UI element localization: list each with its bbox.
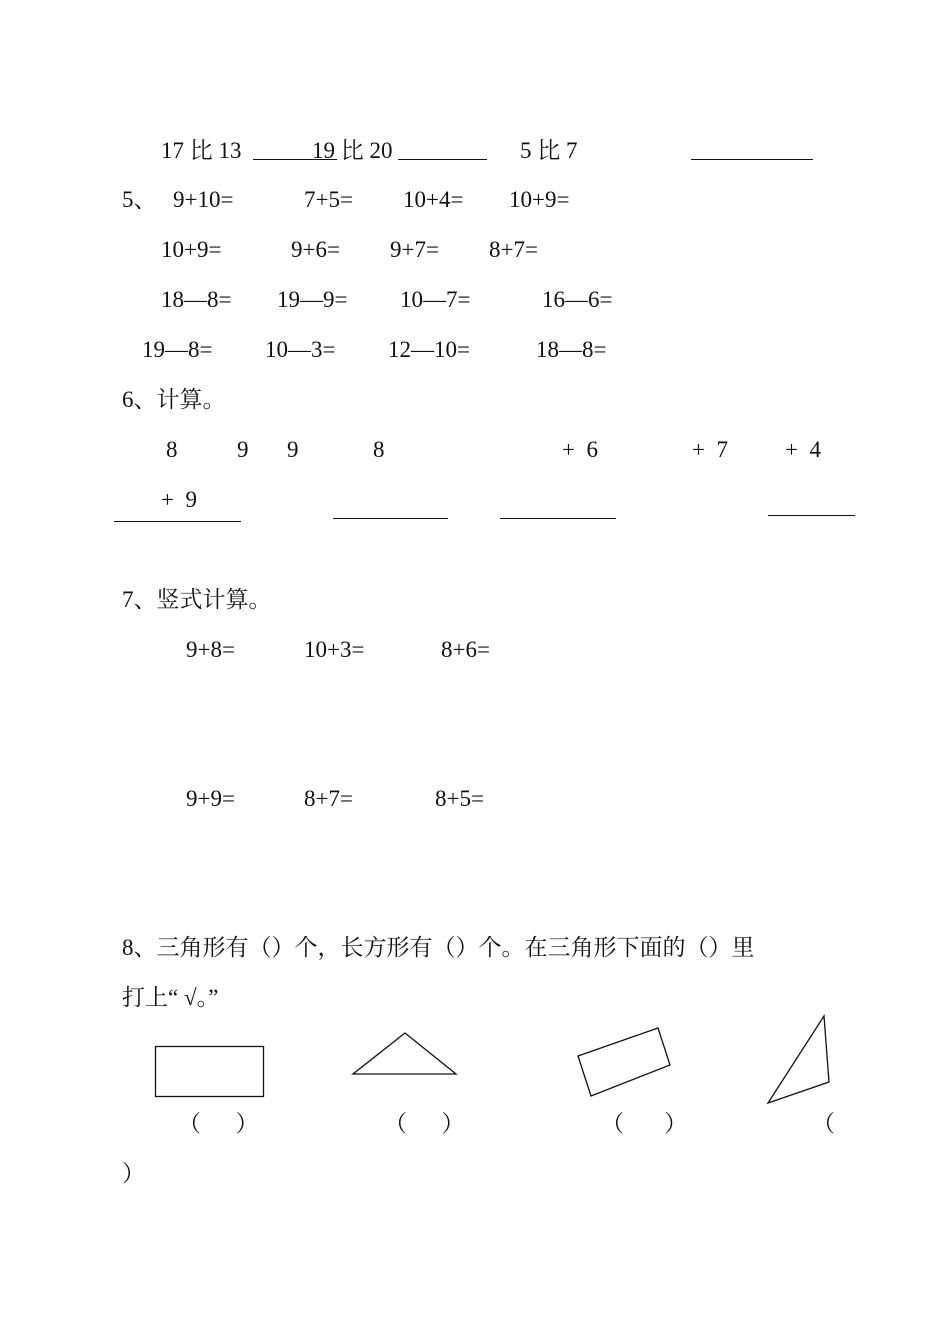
triangle-shape [345,1025,465,1081]
q5-problem: 12—10= [388,337,470,362]
triangle-shape [760,1008,838,1110]
q5-problem: 10—7= [400,287,471,312]
compare-item-3: 5 比 7 [520,138,578,163]
answer-bracket[interactable]: （ ） [601,1111,688,1136]
q6-addend: + 6 [562,437,598,462]
q6-title: 6、计算。 [122,387,226,412]
compare-item-1: 17 比 13 [161,138,242,163]
q7-problem: 9+8= [186,637,235,662]
q5-problem: 10+4= [403,187,464,212]
q6-top-number: 9 [237,437,249,462]
q5-problem: 19—8= [142,337,213,362]
answer-line[interactable] [333,518,448,519]
q6-addend: + 7 [692,437,728,462]
q5-problem: 10+9= [161,237,222,262]
q7-title: 7、竖式计算。 [122,587,272,612]
q5-problem: 9+6= [291,237,340,262]
q5-problem: 18—8= [536,337,607,362]
rectangle-shape [150,1040,270,1102]
q5-problem: 16—6= [542,287,613,312]
q7-problem: 8+7= [304,786,353,811]
q5-problem: 7+5= [304,187,353,212]
q6-addend: + 4 [785,437,821,462]
answer-bracket-close: ） [122,1161,145,1186]
answer-blank[interactable] [398,159,487,160]
q6-top-number: 8 [373,437,385,462]
q5-problem: 10+9= [509,187,570,212]
answer-bracket[interactable]: （ ） [384,1111,465,1136]
q6-top-number: 8 [166,437,178,462]
q7-problem: 8+6= [441,637,490,662]
q7-problem: 9+9= [186,786,235,811]
answer-bracket[interactable]: （ ） [178,1111,259,1136]
tilted-rectangle-shape [570,1020,680,1104]
compare-item-2: 19 比 20 [312,138,393,163]
answer-line[interactable] [768,515,855,516]
q5-problem: 18—8= [161,287,232,312]
q6-addend: + 9 [161,487,197,512]
q7-problem: 10+3= [304,637,365,662]
answer-bracket[interactable]: （ [812,1111,835,1136]
q5-problem: 9+7= [390,237,439,262]
q5-problem: 10—3= [265,337,336,362]
answer-line[interactable] [114,521,241,522]
q5-problem: 19—9= [277,287,348,312]
q5-label: 5、 [122,187,157,212]
q7-problem: 8+5= [435,786,484,811]
q8-instruction-cont: 打上“ √。” [122,985,219,1010]
q6-top-number: 9 [287,437,299,462]
q5-problem: 8+7= [489,237,538,262]
q5-problem: 9+10= [173,187,234,212]
answer-line[interactable] [500,518,616,519]
answer-blank[interactable] [691,159,813,160]
q8-instruction: 8、三角形有（）个，长方形有（）个。在三角形下面的（）里 [122,935,755,960]
